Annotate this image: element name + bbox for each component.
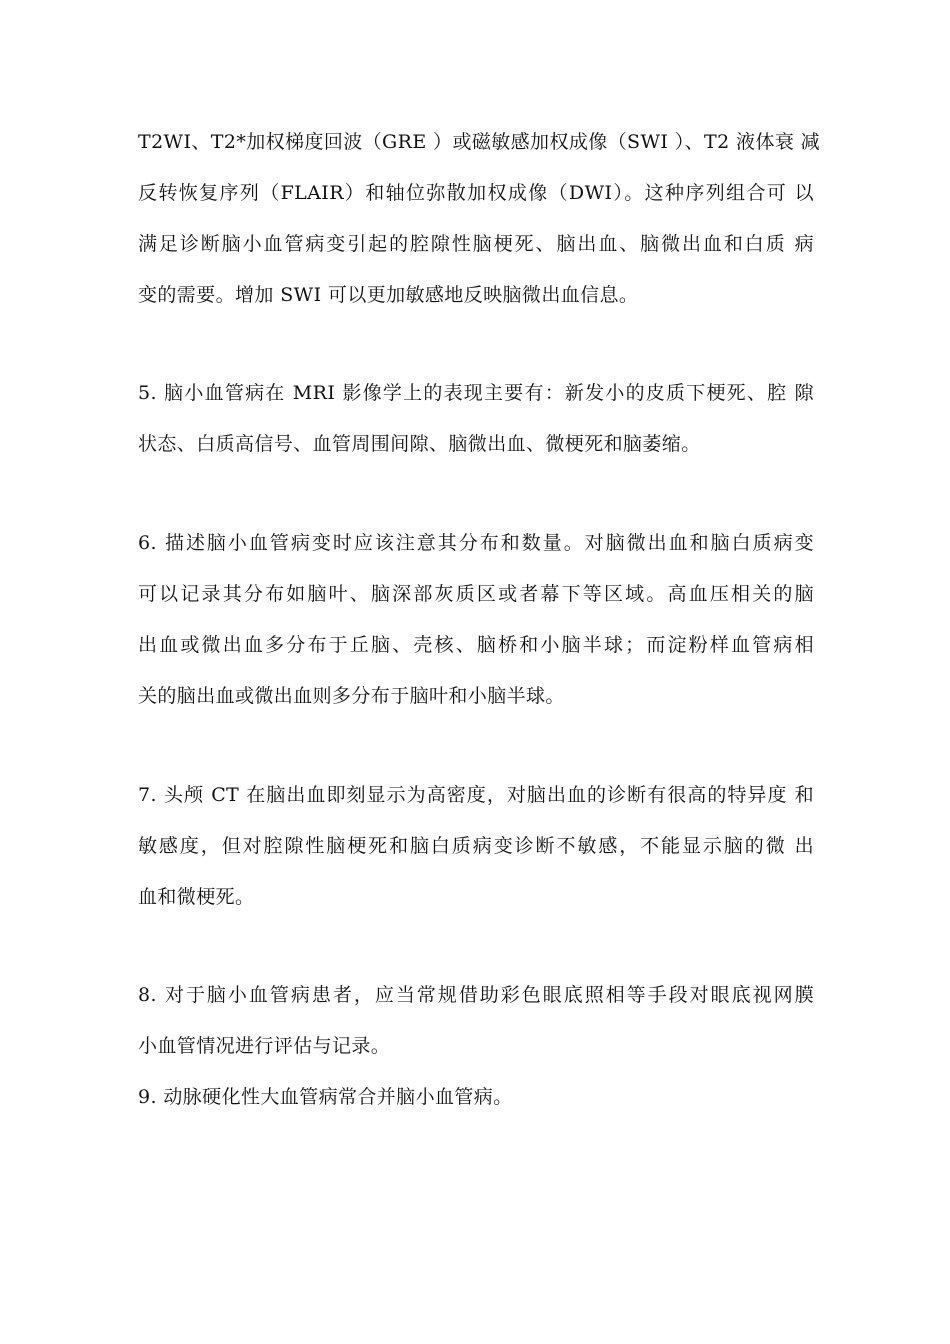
text-line: 变的需要。增加 SWI 可以更加敏感地反映脑微出血信息。 [138, 284, 639, 306]
text-line: 出血或微出血多分布于丘脑、壳核、脑桥和小脑半球；而淀粉样血管病相 [138, 634, 814, 656]
text-line: 满足诊断脑小血管病变引起的腔隙性脑梗死、脑出血、脑微出血和白质 病 [138, 233, 814, 255]
text-line: 反转恢复序列（FLAIR）和轴位弥散加权成像（DWI）。这种序列组合可 以 [138, 182, 814, 204]
text-line: 血和微梗死。 [138, 886, 255, 908]
text-line: 状态、白质高信号、血管周围间隙、脑微出血、微梗死和脑萎缩。 [138, 433, 701, 455]
paragraph-item-8 [138, 970, 814, 1072]
text-line: 敏感度，但对腔隙性脑梗死和脑白质病变诊断不敏感，不能显示脑的微 出 [138, 835, 814, 857]
text-line: 小血管情况进行评估与记录。 [138, 1035, 391, 1057]
text-line: 可以记录其分布如脑叶、脑深部灰质区或者幕下等区域。高血压相关的脑 [138, 583, 814, 605]
paragraph-item-5 [138, 368, 814, 470]
text-line: 9. 动脉硬化性大血管病常合并脑小血管病。 [138, 1086, 513, 1108]
text-line: T2WI、T2*加权梯度回波（GRE ）或磁敏感加权成像（SWI ）、T2 液体衰 减 [138, 131, 821, 153]
paragraph-item-7 [138, 770, 814, 923]
text-line: 关的脑出血或微出血则多分布于脑叶和小脑半球。 [138, 685, 565, 707]
text-line: 5. 脑小血管病在 MRI 影像学上的表现主要有：新发小的皮质下梗死、腔 隙 [138, 382, 814, 404]
paragraph-mri-sequences [138, 117, 821, 321]
text-line: 6. 描述脑小血管病变时应该注意其分布和数量。对脑微出血和脑白质病变 [138, 532, 814, 554]
paragraph-item-9 [138, 1072, 814, 1123]
paragraph-item-6 [138, 518, 814, 722]
text-line: 8. 对于脑小血管病患者，应当常规借助彩色眼底照相等手段对眼底视网膜 [138, 984, 814, 1006]
text-line: 7. 头颅 CT 在脑出血即刻显示为高密度，对脑出血的诊断有很高的特异度 和 [138, 784, 814, 806]
